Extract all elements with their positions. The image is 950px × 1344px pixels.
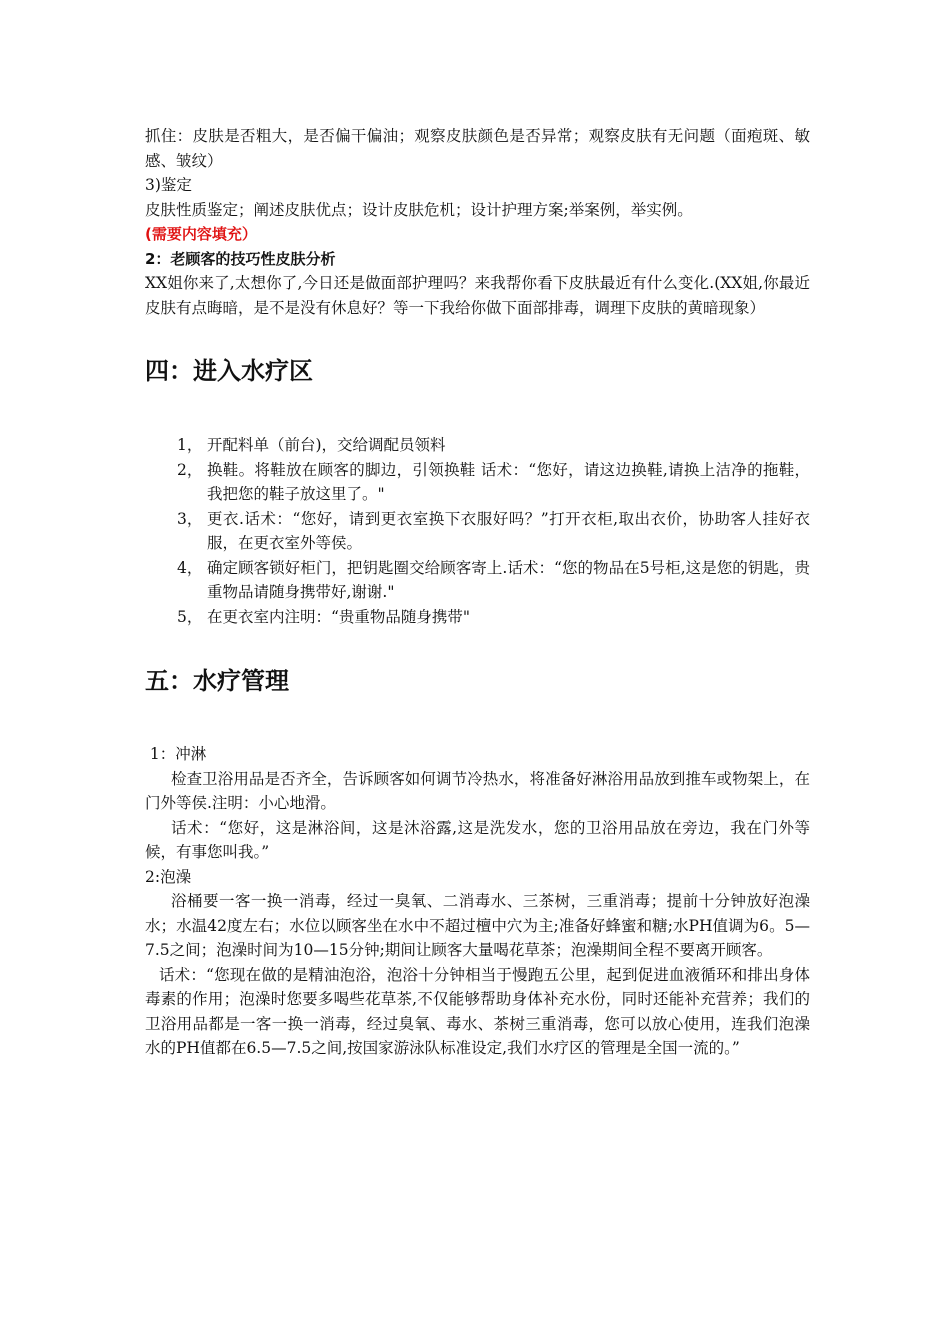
bath-heading: 2:泡澡 <box>145 867 192 886</box>
list-item <box>145 507 810 556</box>
list-text: 换鞋。将鞋放在顾客的脚边，引领换鞋 话术：“您好，请这边换鞋,请换上洁净的拖鞋，我把您的鞋子放这里了。" <box>207 460 810 503</box>
identification-heading: 3)鉴定 <box>145 176 192 194</box>
shower-script-paragraph: 话术：“您好，这是淋浴间，这是沐浴露,这是洗发水，您的卫浴用品放在旁边，我在门外等候，有事您叫我。” <box>145 818 810 861</box>
list-text: 更衣.话术：“您好，请到更衣室换下衣服好吗？”打开衣柜,取出衣价，协助客人挂好衣服，在更衣室外等侯。 <box>207 509 810 552</box>
list-number: 3， <box>177 509 203 528</box>
returning-customer-paragraph: XX姐你来了,太想你了,今日还是做面部护理吗？来我帮你看下皮肤最近有什么变化.(XX姐,你最近皮肤有点晦暗，是不是没有休息好？等一下我给你做下面部排毒，调理下皮肤的黄暗现象） <box>145 274 810 317</box>
list-text: 确定顾客锁好柜门，把钥匙圈交给顾客寄上.话术：“您的物品在5号柜,这是您的钥匙，贵重物品请随身携带好,谢谢." <box>207 558 810 601</box>
list-item <box>145 458 810 507</box>
content-needed-note: (需要内容填充） <box>145 225 257 243</box>
skin-observation-paragraph: 抓住：皮肤是否粗大，是否偏干偏油；观察皮肤颜色是否异常；观察皮肤有无问题（面疱斑、敏感、皱纹） <box>145 127 810 170</box>
document-body <box>145 124 810 1061</box>
list-item <box>145 433 810 458</box>
list-item <box>145 556 810 605</box>
shower-paragraph: 检查卫浴用品是否齐全，告诉顾客如何调节冷热水，将准备好淋浴用品放到推车或物架上，在门外等侯.注明：小心地滑。 <box>145 769 810 812</box>
section-4-title: 四：进入水疗区 <box>145 357 313 385</box>
section-4-list <box>145 433 810 629</box>
list-number: 1， <box>177 436 203 454</box>
identification-paragraph: 皮肤性质鉴定；阐述皮肤优点；设计皮肤危机；设计护理方案;举案例，举实例。 <box>145 200 693 219</box>
shower-heading: 1：冲淋 <box>145 745 207 763</box>
list-text: 在更衣室内注明：“贵重物品随身携带" <box>207 607 471 626</box>
bath-paragraph: 浴桶要一客一换一消毒，经过一臭氧、二消毒水、三茶树，三重消毒；提前十分钟放好泡澡水；水温42度左右；水位以顾客坐在水中不超过檀中穴为主;准备好蜂蜜和糖;水PH值调为6。5—7.5之间；泡澡时间为10—15分钟;期间让顾客大量喝花草茶；泡澡期间全程不要离开顾客。 <box>145 892 810 959</box>
list-item <box>145 605 810 630</box>
section-5-title: 五：水疗管理 <box>145 667 289 695</box>
list-number: 5， <box>177 607 203 626</box>
list-text: 开配料单（前台)，交给调配员领料 <box>207 436 446 454</box>
list-number: 2， <box>177 460 203 479</box>
bath-script-paragraph: 话术：“您现在做的是精油泡浴，泡浴十分钟相当于慢跑五公里，起到促进血液循环和排出身体毒素的作用；泡澡时您要多喝些花草茶,不仅能够帮助身体补充水份，同时还能补充营养；我们的卫浴用品都是一客一换一消毒，经过臭氧、毒水、茶树三重消毒，您可以放心使用，连我们泡澡水的PH值都在6.5—7.5之间,按国家游泳队标准设定,我们水疗区的管理是全国一流的。” <box>145 965 810 1057</box>
returning-customer-heading: 2：老顾客的技巧性皮肤分析 <box>145 249 336 268</box>
list-number: 4， <box>177 558 203 577</box>
